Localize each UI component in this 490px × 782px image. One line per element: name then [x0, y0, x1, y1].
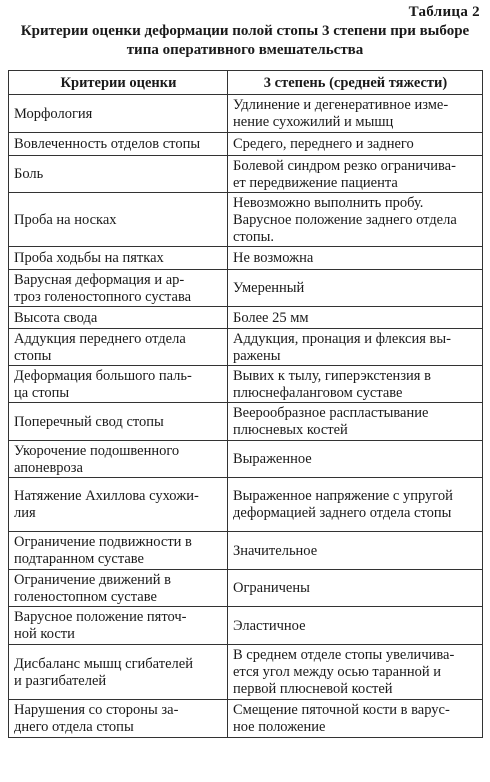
criterion-cell: Укорочение подошвенного апоневроза	[9, 441, 228, 478]
grade-value-cell: Выраженное	[228, 441, 483, 478]
grade-value-cell: Более 25 мм	[228, 307, 483, 329]
header-grade: 3 степень (средней тяжести)	[228, 71, 483, 95]
criterion-cell: Аддукция переднего отдела стопы	[9, 329, 228, 366]
table-row	[9, 441, 483, 478]
criterion-cell: Варусная деформация и ар- троз голеностопного сустава	[9, 270, 228, 307]
table-row	[9, 366, 483, 403]
criterion-cell: Нарушения со стороны за- днего отдела стопы	[9, 700, 228, 738]
criterion-cell: Проба на носках	[9, 193, 228, 247]
table-row	[9, 270, 483, 307]
criterion-cell: Поперечный свод стопы	[9, 403, 228, 441]
table-row	[9, 95, 483, 133]
grade-value-cell: Умеренный	[228, 270, 483, 307]
table-body	[9, 95, 483, 738]
table-row	[9, 403, 483, 441]
header-criteria: Критерии оценки	[9, 71, 228, 95]
table-caption: Критерии оценки деформации полой стопы 3 степени при выборе типа оперативного вмешательства	[20, 23, 470, 58]
grade-value-cell: Эластичное	[228, 607, 483, 645]
grade-value-cell: В среднем отделе стопы увеличива- ется угол между осью таранной и первой плюсневой костей	[228, 645, 483, 700]
table-row	[9, 247, 483, 270]
grade-value-cell: Аддукция, пронация и флексия вы- ражены	[228, 329, 483, 366]
table-row	[9, 307, 483, 329]
criterion-cell: Высота свода	[9, 307, 228, 329]
grade-value-cell: Ограничены	[228, 570, 483, 607]
table-row	[9, 607, 483, 645]
criterion-cell: Проба ходьбы на пятках	[9, 247, 228, 270]
criterion-cell: Ограничение движений в голеностопном суставе	[9, 570, 228, 607]
criterion-cell: Морфология	[9, 95, 228, 133]
table-row	[9, 329, 483, 366]
table-row	[9, 570, 483, 607]
grade-value-cell: Не возможна	[228, 247, 483, 270]
criterion-cell: Дисбаланс мышц сгибателей и разгибателей	[9, 645, 228, 700]
table-row	[9, 645, 483, 700]
criterion-cell: Варусное положение пяточ- ной кости	[9, 607, 228, 645]
grade-value-cell: Средего, переднего и заднего	[228, 133, 483, 156]
table-row	[9, 156, 483, 193]
grade-value-cell: Значительное	[228, 532, 483, 570]
grade-value-cell: Веерообразное распластывание плюсневых костей	[228, 403, 483, 441]
criterion-cell: Натяжение Ахиллова сухожи- лия	[9, 478, 228, 532]
table-header-row	[9, 71, 483, 95]
criteria-table	[8, 70, 483, 738]
table-row	[9, 133, 483, 156]
grade-value-cell: Болевой синдром резко ограничива- ет передвижение пациента	[228, 156, 483, 193]
table-row	[9, 700, 483, 738]
grade-value-cell: Удлинение и дегенеративное изме- нение сухожилий и мышц	[228, 95, 483, 133]
criterion-cell: Вовлеченность отделов стопы	[9, 133, 228, 156]
grade-value-cell: Смещение пяточной кости в варус- ное положение	[228, 700, 483, 738]
table-number: Таблица 2	[408, 4, 480, 20]
table-row	[9, 193, 483, 247]
criterion-cell: Деформация большого паль- ца стопы	[9, 366, 228, 403]
table-row	[9, 478, 483, 532]
table-row	[9, 532, 483, 570]
criterion-cell: Ограничение подвижности в подтаранном суставе	[9, 532, 228, 570]
criterion-cell: Боль	[9, 156, 228, 193]
grade-value-cell: Вывих к тылу, гиперэкстензия в плюснефаланговом суставе	[228, 366, 483, 403]
grade-value-cell: Выраженное напряжение с упругой деформацией заднего отдела стопы	[228, 478, 483, 532]
grade-value-cell: Невозможно выполнить пробу. Варусное положение заднего отдела стопы.	[228, 193, 483, 247]
